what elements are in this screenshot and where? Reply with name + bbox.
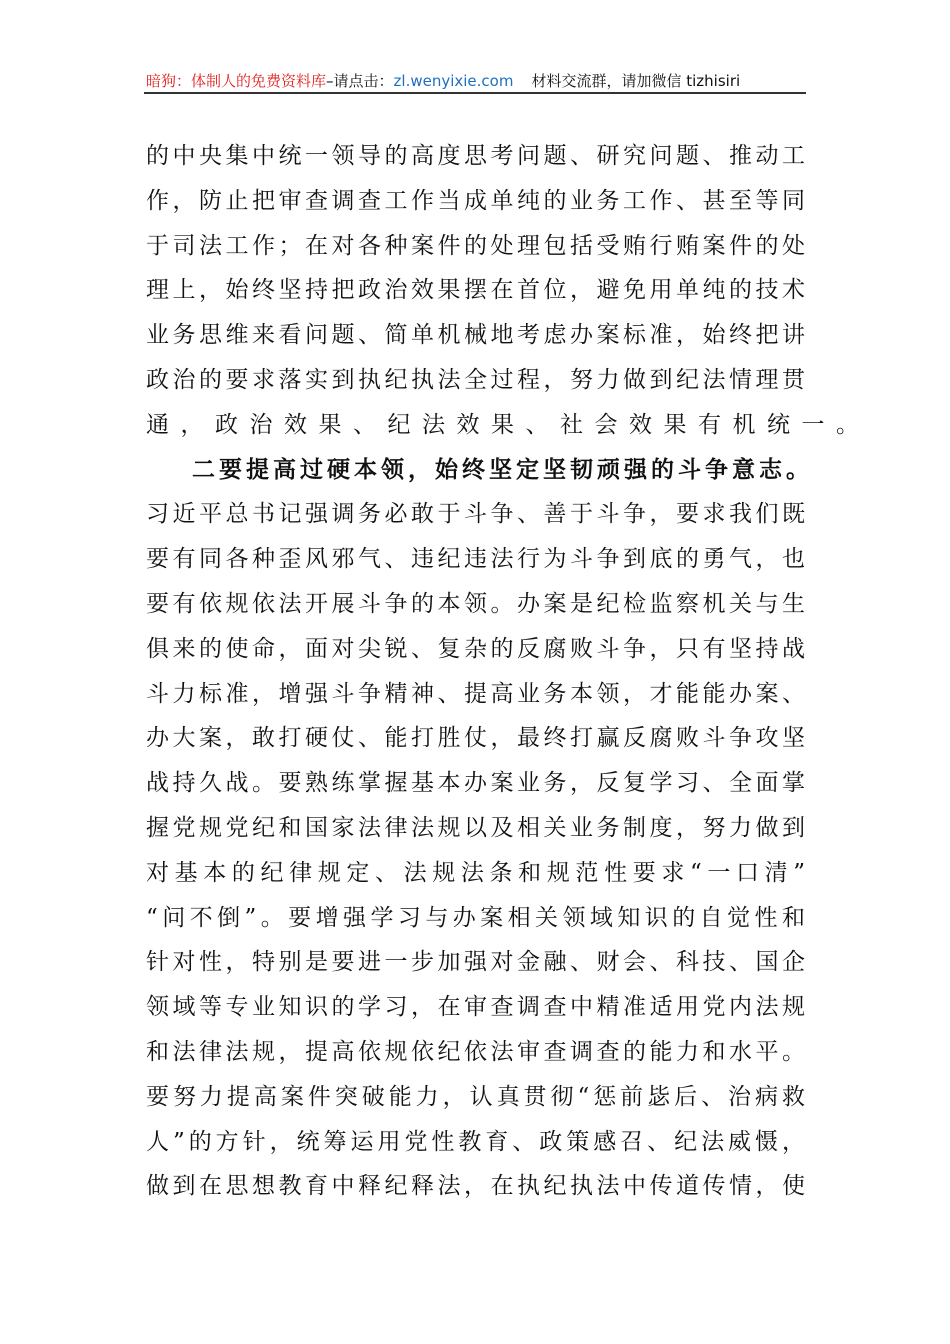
text-line: 作，防止把审查调查工作当成单纯的业务工作、甚至等同	[146, 187, 805, 214]
text-line: 业务思维来看问题、简单机械地考虑办案标准，始终把讲	[146, 322, 805, 349]
text-line: 俱来的使命，面对尖锐、复杂的反腐败斗争，只有坚持战	[146, 635, 805, 662]
text-line: 人”的方针，统筹运用党性教育、政策感召、纪法威慑，	[146, 1128, 805, 1155]
header-click-prompt: –请点击：	[326, 72, 394, 90]
text-line: 和法律法规，提高依规依纪依法审查调查的能力和水平。	[146, 1038, 805, 1065]
text-line: 斗力标准，增强斗争精神、提高业务本领，才能能办案、	[146, 680, 805, 707]
section-heading: 二要提高过硬本领，始终坚定坚韧顽强的斗争意志。	[192, 455, 813, 483]
text-line: 做到在思想教育中释纪释法，在执纪执法中传道传情，使	[146, 1173, 805, 1200]
text-line: 领域等专业知识的学习，在审查调查中精准适用党内法规	[146, 994, 805, 1021]
text-line: “问不倒”。要增强学习与办案相关领域知识的自觉性和	[146, 904, 805, 931]
text-line: 通，政治效果、纪法效果、社会效果有机统一。	[146, 411, 871, 438]
text-line: 针对性，特别是要进一步加强对金融、财会、科技、国企	[146, 949, 805, 976]
header-url-link[interactable]: zl.wenyixie.com	[393, 71, 514, 90]
text-line: 办大案，敢打硬仗、能打胜仗，最终打赢反腐败斗争攻坚	[146, 725, 805, 752]
header-group-text: 材料交流群，请加微信 tizhisiri	[531, 72, 741, 90]
text-line: 对基本的纪律规定、法规法条和规范性要求“一口清”	[146, 859, 805, 886]
text-line: 战持久战。要熟练掌握基本办案业务，反复学习、全面掌	[146, 770, 805, 797]
text-line: 要有同各种歪风邪气、违纪违法行为斗争到底的勇气，也	[146, 546, 805, 573]
text-line: 握党规党纪和国家法律法规以及相关业务制度，努力做到	[146, 814, 805, 841]
header-site-name: 暗狗：体制人的免费资料库	[146, 72, 327, 90]
header-divider	[144, 92, 806, 94]
page-header	[146, 70, 806, 91]
text-line: 政治的要求落实到执纪执法全过程，努力做到纪法情理贯	[146, 366, 805, 393]
text-line: 的中央集中统一领导的高度思考问题、研究问题、推动工	[146, 143, 805, 169]
text-line: 于司法工作；在对各种案件的处理包括受贿行贿案件的处	[146, 232, 805, 259]
document-body	[146, 134, 871, 1209]
text-line: 要努力提高案件突破能力，认真贯彻“惩前毖后、治病救	[146, 1083, 805, 1110]
text-line: 要有依规依法开展斗争的本领。办案是纪检监察机关与生	[146, 590, 805, 617]
text-line: 理上，始终坚持把政治效果摆在首位，避免用单纯的技术	[146, 277, 805, 304]
text-line: 习近平总书记强调务必敢于斗争、善于斗争，要求我们既	[146, 501, 805, 528]
